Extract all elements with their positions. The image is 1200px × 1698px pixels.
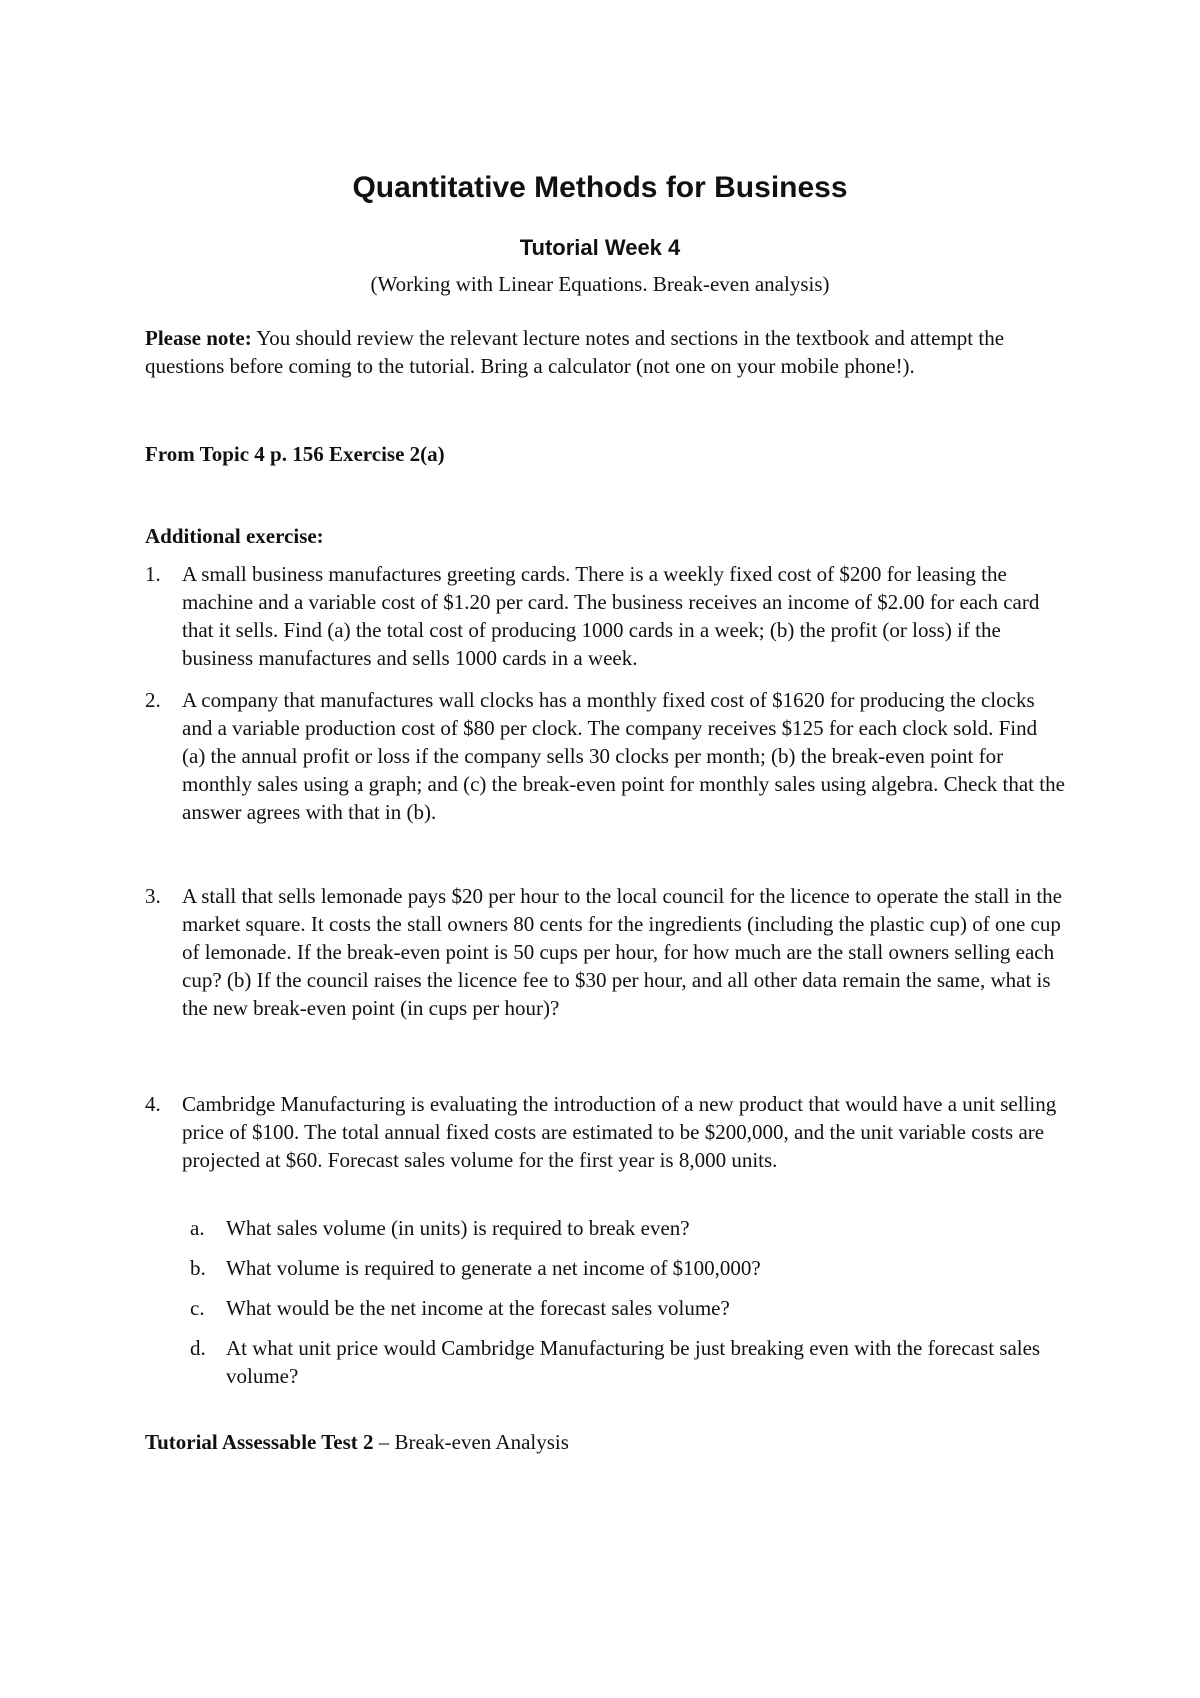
part-letter: d. [190,1336,206,1360]
question-4-part-a [190,1214,1070,1242]
additional-exercise-heading: Additional exercise: [145,524,324,548]
question-4-part-b [190,1254,1070,1282]
document-scope: (Working with Linear Equations. Break-even analysis) [370,272,830,296]
question-4-part-d [190,1334,1070,1390]
part-text: What volume is required to generate a net income of $100,000? [226,1256,761,1280]
please-note-text: You should review the relevant lecture notes and sections in the textbook and attempt the questions before coming to the tutorial. Bring a calculator (not one on your mobile phone!). [145,326,1005,378]
assessment-topic: – Break-even Analysis [373,1430,569,1454]
tutorial-assessable-test [145,1428,1065,1456]
please-note-label: Please note: [145,326,252,350]
topic-reference: From Topic 4 p. 156 Exercise 2(a) [145,442,445,466]
document-title: Quantitative Methods for Business [352,171,848,204]
please-note-paragraph [145,324,1065,380]
question-number: 4. [145,1092,161,1116]
assessment-label: Tutorial Assessable Test 2 [145,1430,374,1454]
part-text: At what unit price would Cambridge Manufacturing be just breaking even with the forecast sales volume? [226,1336,1041,1388]
question-1 [145,560,1065,672]
question-text: A small business manufactures greeting cards. There is a weekly fixed cost of $200 for leasing the machine and a variable cost of $1.20 per card. The business receives an income of $2.00 for each card that it sells. Find (a) the total cost of producing 1000 cards in a week; (b) the profit (or loss) if the business manufactures and sells 1000 cards in a week. [182,562,1040,670]
question-text: A stall that sells lemonade pays $20 per hour to the local council for the licence to operate the stall in the market square. It costs the stall owners 80 cents for the ingredients (including the plastic cup) of one cup of lemonade. If the break-even point is 50 cups per hour, for how much are the stall owners selling each cup? (b) If the council raises the licence fee to $30 per hour, and all other data remain the same, what is the new break-even point (in cups per hour)? [182,884,1062,1020]
part-text: What sales volume (in units) is required to break even? [226,1216,690,1240]
question-4-part-c [190,1294,1070,1322]
part-letter: c. [190,1296,205,1320]
part-letter: a. [190,1216,205,1240]
question-number: 3. [145,884,161,908]
question-number: 1. [145,562,161,586]
question-number: 2. [145,688,161,712]
question-4 [145,1090,1065,1174]
part-letter: b. [190,1256,206,1280]
part-text: What would be the net income at the forecast sales volume? [226,1296,730,1320]
question-text: A company that manufactures wall clocks has a monthly fixed cost of $1620 for producing the clocks and a variable production cost of $80 per clock. The company receives $125 for each clock sold. Find (a) the annual profit or loss if the company sells 30 clocks per month; (b) the break-even point for monthly sales using a graph; and (c) the break-even point for monthly sales using algebra. Check that the answer agrees with that in (b). [182,688,1065,824]
question-text: Cambridge Manufacturing is evaluating the introduction of a new product that would have a unit selling price of $100. The total annual fixed costs are estimated to be $200,000, and the unit variable costs are projected at $60. Forecast sales volume for the first year is 8,000 units. [182,1092,1057,1172]
document-subtitle: Tutorial Week 4 [519,235,681,260]
question-3 [145,882,1065,1022]
question-2 [145,686,1065,826]
